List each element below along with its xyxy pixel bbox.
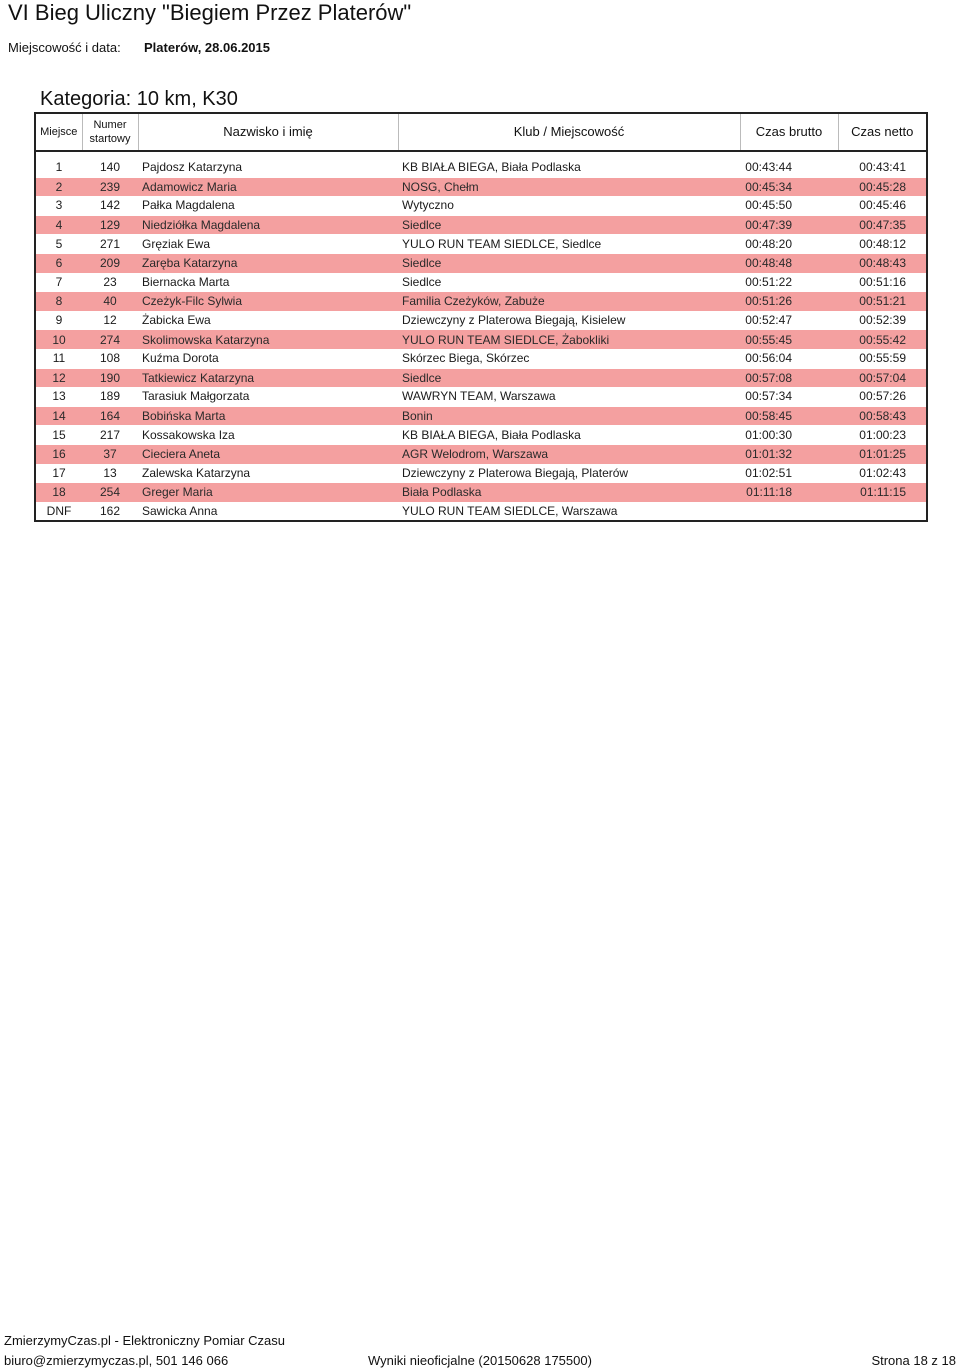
cell-name: Zaręba Katarzyna xyxy=(138,253,398,272)
cell-net-time: 00:52:39 xyxy=(838,311,926,330)
page-title: VI Bieg Uliczny "Biegiem Przez Platerów" xyxy=(8,0,412,25)
footer-page-number: Strona 18 z 18 xyxy=(871,1353,956,1368)
table-row xyxy=(36,349,926,368)
cell-place: 3 xyxy=(36,196,82,215)
table-row xyxy=(36,311,926,330)
table-header-row xyxy=(36,114,926,151)
cell-net-time: 00:48:43 xyxy=(838,253,926,272)
cell-gross-time: 00:57:08 xyxy=(740,368,838,387)
category-heading: Kategoria: 10 km, K30 xyxy=(40,88,238,110)
cell-place: 1 xyxy=(36,158,82,177)
results-body xyxy=(36,151,926,520)
cell-club: Biała Podlaska xyxy=(398,483,740,502)
cell-name: Adamowicz Maria xyxy=(138,177,398,196)
cell-net-time: 00:57:26 xyxy=(838,387,926,406)
cell-place: 2 xyxy=(36,177,82,196)
cell-club: Familia Czeżyków, Zabuże xyxy=(398,292,740,311)
cell-gross-time: 00:51:22 xyxy=(740,273,838,292)
cell-place: 15 xyxy=(36,425,82,444)
cell-name: Greger Maria xyxy=(138,483,398,502)
cell-gross-time: 00:48:20 xyxy=(740,234,838,253)
table-row xyxy=(36,387,926,406)
cell-net-time: 01:01:25 xyxy=(838,444,926,463)
table-row xyxy=(36,444,926,463)
cell-club: YULO RUN TEAM SIEDLCE, Siedlce xyxy=(398,234,740,253)
cell-club: YULO RUN TEAM SIEDLCE, Warszawa xyxy=(398,502,740,521)
cell-gross-time xyxy=(740,502,838,521)
cell-name: Tarasiuk Małgorzata xyxy=(138,387,398,406)
cell-name: Cieciera Aneta xyxy=(138,444,398,463)
cell-net-time: 00:43:41 xyxy=(838,158,926,177)
cell-gross-time: 00:51:26 xyxy=(740,292,838,311)
table-row xyxy=(36,215,926,234)
cell-place: 4 xyxy=(36,215,82,234)
cell-bib: 142 xyxy=(82,196,138,215)
cell-place: 11 xyxy=(36,349,82,368)
cell-bib: 209 xyxy=(82,253,138,272)
col-header-gross: Czas brutto xyxy=(740,114,838,151)
col-header-bib-line2: startowy xyxy=(89,133,131,145)
cell-net-time: 00:51:16 xyxy=(838,273,926,292)
col-header-place: Miejsce xyxy=(36,114,82,151)
cell-club: KB BIAŁA BIEGA, Biała Podlaska xyxy=(398,158,740,177)
table-row xyxy=(36,196,926,215)
cell-place: 12 xyxy=(36,368,82,387)
cell-net-time: 00:55:42 xyxy=(838,330,926,349)
table-row xyxy=(36,483,926,502)
col-header-club: Klub / Miejscowość xyxy=(398,114,740,151)
table-row xyxy=(36,406,926,425)
place-date-value: Platerów, 28.06.2015 xyxy=(144,40,270,55)
cell-gross-time: 00:47:39 xyxy=(740,215,838,234)
col-header-bib-line1: Numer xyxy=(93,119,127,131)
table-row xyxy=(36,158,926,177)
cell-place: 10 xyxy=(36,330,82,349)
cell-bib: 164 xyxy=(82,406,138,425)
cell-bib: 129 xyxy=(82,215,138,234)
cell-club: KB BIAŁA BIEGA, Biała Podlaska xyxy=(398,425,740,444)
cell-club: Dziewczyny z Platerowa Biegają, Platerów xyxy=(398,464,740,483)
cell-bib: 190 xyxy=(82,368,138,387)
cell-place: 7 xyxy=(36,273,82,292)
cell-club: Skórzec Biega, Skórzec xyxy=(398,349,740,368)
table-spacer xyxy=(36,151,926,158)
cell-place: 16 xyxy=(36,444,82,463)
cell-club: Dziewczyny z Platerowa Biegają, Kisielew xyxy=(398,311,740,330)
cell-name: Kossakowska Iza xyxy=(138,425,398,444)
cell-gross-time: 00:55:45 xyxy=(740,330,838,349)
cell-bib: 162 xyxy=(82,502,138,521)
table-row xyxy=(36,253,926,272)
table-row xyxy=(36,177,926,196)
table-row xyxy=(36,464,926,483)
cell-bib: 239 xyxy=(82,177,138,196)
cell-net-time: 00:45:28 xyxy=(838,177,926,196)
cell-gross-time: 00:48:48 xyxy=(740,253,838,272)
cell-club: NOSG, Chełm xyxy=(398,177,740,196)
cell-gross-time: 00:57:34 xyxy=(740,387,838,406)
table-row xyxy=(36,425,926,444)
cell-club: Wytyczno xyxy=(398,196,740,215)
cell-bib: 23 xyxy=(82,273,138,292)
table-row xyxy=(36,330,926,349)
cell-club: AGR Welodrom, Warszawa xyxy=(398,444,740,463)
table-row xyxy=(36,234,926,253)
cell-gross-time: 01:02:51 xyxy=(740,464,838,483)
cell-net-time: 00:51:21 xyxy=(838,292,926,311)
cell-gross-time: 01:00:30 xyxy=(740,425,838,444)
table-row xyxy=(36,502,926,521)
cell-gross-time: 00:52:47 xyxy=(740,311,838,330)
cell-gross-time: 00:58:45 xyxy=(740,406,838,425)
cell-name: Czeżyk-Filc Sylwia xyxy=(138,292,398,311)
cell-bib: 37 xyxy=(82,444,138,463)
cell-place: 6 xyxy=(36,253,82,272)
cell-gross-time: 00:43:44 xyxy=(740,158,838,177)
cell-club: Siedlce xyxy=(398,368,740,387)
cell-bib: 271 xyxy=(82,234,138,253)
cell-gross-time: 01:01:32 xyxy=(740,444,838,463)
cell-club: Siedlce xyxy=(398,215,740,234)
cell-name: Tatkiewicz Katarzyna xyxy=(138,368,398,387)
cell-net-time: 00:58:43 xyxy=(838,406,926,425)
cell-name: Gręziak Ewa xyxy=(138,234,398,253)
table-row xyxy=(36,273,926,292)
cell-bib: 40 xyxy=(82,292,138,311)
cell-name: Bobińska Marta xyxy=(138,406,398,425)
cell-name: Pałka Magdalena xyxy=(138,196,398,215)
cell-place: 18 xyxy=(36,483,82,502)
cell-place: 14 xyxy=(36,406,82,425)
col-header-bib xyxy=(82,114,138,151)
cell-gross-time: 00:45:50 xyxy=(740,196,838,215)
col-header-net: Czas netto xyxy=(838,114,926,151)
cell-net-time xyxy=(838,502,926,521)
cell-club: Bonin xyxy=(398,406,740,425)
cell-bib: 254 xyxy=(82,483,138,502)
cell-bib: 274 xyxy=(82,330,138,349)
cell-name: Biernacka Marta xyxy=(138,273,398,292)
cell-name: Zalewska Katarzyna xyxy=(138,464,398,483)
col-header-name: Nazwisko i imię xyxy=(138,114,398,151)
table-row xyxy=(36,292,926,311)
cell-place: 17 xyxy=(36,464,82,483)
cell-club: YULO RUN TEAM SIEDLCE, Żabokliki xyxy=(398,330,740,349)
cell-name: Skolimowska Katarzyna xyxy=(138,330,398,349)
cell-place: DNF xyxy=(36,502,82,521)
cell-gross-time: 01:11:18 xyxy=(740,483,838,502)
cell-name: Żabicka Ewa xyxy=(138,311,398,330)
cell-place: 13 xyxy=(36,387,82,406)
cell-net-time: 00:55:59 xyxy=(838,349,926,368)
cell-club: Siedlce xyxy=(398,253,740,272)
results-table xyxy=(36,114,926,520)
cell-bib: 108 xyxy=(82,349,138,368)
cell-name: Sawicka Anna xyxy=(138,502,398,521)
cell-bib: 189 xyxy=(82,387,138,406)
cell-bib: 140 xyxy=(82,158,138,177)
cell-net-time: 00:57:04 xyxy=(838,368,926,387)
cell-place: 9 xyxy=(36,311,82,330)
footer-contact: biuro@zmierzymyczas.pl, 501 146 066 xyxy=(4,1353,229,1368)
cell-gross-time: 00:45:34 xyxy=(740,177,838,196)
cell-net-time: 01:02:43 xyxy=(838,464,926,483)
cell-place: 5 xyxy=(36,234,82,253)
cell-net-time: 00:48:12 xyxy=(838,234,926,253)
cell-place: 8 xyxy=(36,292,82,311)
cell-name: Kuźma Dorota xyxy=(138,349,398,368)
cell-bib: 217 xyxy=(82,425,138,444)
results-table-frame xyxy=(34,112,928,522)
cell-gross-time: 00:56:04 xyxy=(740,349,838,368)
table-row xyxy=(36,368,926,387)
cell-club: Siedlce xyxy=(398,273,740,292)
footer-company: ZmierzymyCzas.pl - Elektroniczny Pomiar Czasu xyxy=(4,1333,286,1348)
cell-net-time: 01:00:23 xyxy=(838,425,926,444)
cell-net-time: 01:11:15 xyxy=(838,483,926,502)
cell-net-time: 00:45:46 xyxy=(838,196,926,215)
cell-club: WAWRYN TEAM, Warszawa xyxy=(398,387,740,406)
footer-unofficial-note: Wyniki nieoficjalne (20150628 175500) xyxy=(368,1353,592,1368)
cell-bib: 12 xyxy=(82,311,138,330)
cell-name: Niedziółka Magdalena xyxy=(138,215,398,234)
place-date-label: Miejscowość i data: xyxy=(8,40,121,55)
cell-name: Pajdosz Katarzyna xyxy=(138,158,398,177)
cell-net-time: 00:47:35 xyxy=(838,215,926,234)
cell-bib: 13 xyxy=(82,464,138,483)
